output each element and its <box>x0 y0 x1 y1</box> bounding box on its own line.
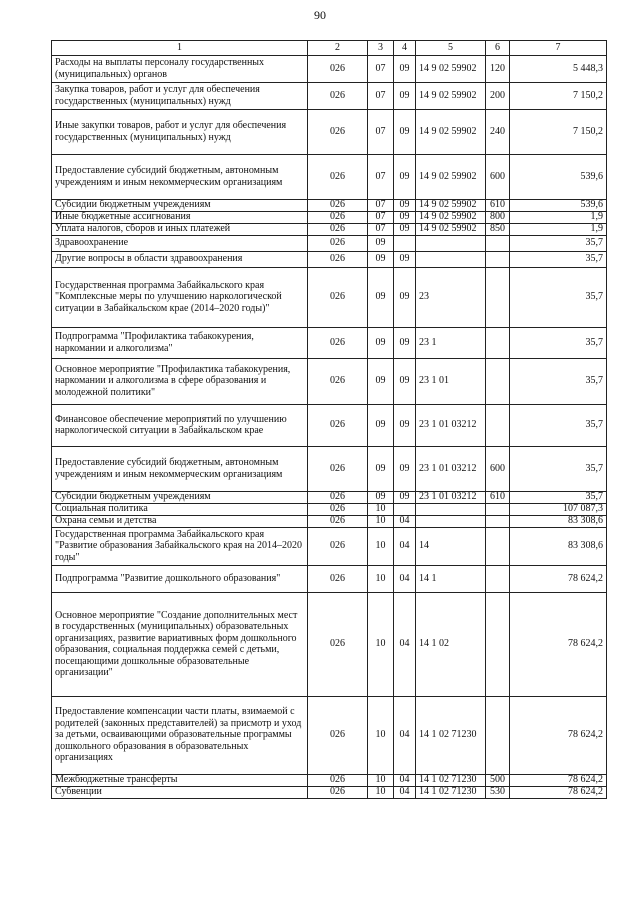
cell-vr: 850 <box>486 223 510 235</box>
cell-csr: 14 9 02 59902 <box>416 211 486 223</box>
cell-vr: 610 <box>486 491 510 503</box>
table-row <box>52 82 607 109</box>
cell-sum: 35,7 <box>510 235 607 251</box>
cell-csr: 23 1 01 03212 <box>416 491 486 503</box>
cell-rz: 07 <box>368 199 394 211</box>
cell-sum: 78 624,2 <box>510 786 607 798</box>
cell-rz: 07 <box>368 109 394 154</box>
cell-pr <box>394 235 416 251</box>
cell-rz: 10 <box>368 774 394 786</box>
cell-gr: 026 <box>308 491 368 503</box>
cell-pr: 09 <box>394 82 416 109</box>
cell-rz: 10 <box>368 565 394 592</box>
cell-vr: 200 <box>486 82 510 109</box>
table-row <box>52 446 607 491</box>
cell-sum: 107 087,3 <box>510 503 607 515</box>
cell-rz: 09 <box>368 251 394 267</box>
table-row <box>52 154 607 199</box>
cell-pr: 09 <box>394 446 416 491</box>
cell-csr: 14 1 02 71230 <box>416 786 486 798</box>
cell-name: Иные бюджетные ассигнования <box>52 211 308 223</box>
cell-rz: 07 <box>368 211 394 223</box>
cell-sum: 7 150,2 <box>510 82 607 109</box>
header-cell-gr: 2 <box>308 41 368 56</box>
cell-name: Субсидии бюджетным учреждениям <box>52 199 308 211</box>
cell-vr <box>486 404 510 446</box>
cell-name: Закупка товаров, работ и услуг для обеспечения государственных (муниципальных) нужд <box>52 82 308 109</box>
cell-rz: 10 <box>368 592 394 696</box>
cell-pr: 04 <box>394 774 416 786</box>
page-number: 90 <box>314 8 326 22</box>
cell-vr <box>486 696 510 774</box>
cell-vr: 240 <box>486 109 510 154</box>
cell-gr: 026 <box>308 82 368 109</box>
cell-csr: 14 <box>416 527 486 565</box>
cell-rz: 09 <box>368 235 394 251</box>
cell-gr: 026 <box>308 154 368 199</box>
cell-name: Основное мероприятие "Профилактика табакокурения, наркомании и алкоголизма в сфере образования и молодежной политики" <box>52 358 308 404</box>
cell-csr: 14 1 02 71230 <box>416 696 486 774</box>
cell-gr: 026 <box>308 199 368 211</box>
cell-pr: 04 <box>394 696 416 774</box>
cell-rz: 09 <box>368 358 394 404</box>
cell-csr: 23 1 01 03212 <box>416 446 486 491</box>
cell-csr: 14 9 02 59902 <box>416 223 486 235</box>
table-row <box>52 404 607 446</box>
cell-sum: 1,9 <box>510 211 607 223</box>
cell-sum: 539,6 <box>510 199 607 211</box>
budget-table <box>51 40 607 799</box>
cell-csr: 14 1 <box>416 565 486 592</box>
cell-gr: 026 <box>308 109 368 154</box>
cell-pr: 04 <box>394 527 416 565</box>
cell-sum: 78 624,2 <box>510 774 607 786</box>
cell-rz: 09 <box>368 267 394 327</box>
cell-csr: 23 1 <box>416 327 486 358</box>
cell-name: Субвенции <box>52 786 308 798</box>
table-row <box>52 211 607 223</box>
cell-vr <box>486 592 510 696</box>
cell-gr: 026 <box>308 515 368 527</box>
cell-name: Охрана семьи и детства <box>52 515 308 527</box>
header-cell-vr: 6 <box>486 41 510 56</box>
cell-csr <box>416 251 486 267</box>
cell-pr: 09 <box>394 404 416 446</box>
cell-vr: 610 <box>486 199 510 211</box>
cell-vr <box>486 251 510 267</box>
cell-gr: 026 <box>308 592 368 696</box>
cell-rz: 07 <box>368 223 394 235</box>
cell-pr: 09 <box>394 211 416 223</box>
cell-name: Государственная программа Забайкальского края "Развитие образования Забайкальского края на 2014–2020 годы" <box>52 527 308 565</box>
cell-name: Предоставление субсидий бюджетным, автономным учреждениям и иным некоммерческим организациям <box>52 446 308 491</box>
header-cell-sum: 7 <box>510 41 607 56</box>
cell-vr: 120 <box>486 55 510 82</box>
cell-vr <box>486 267 510 327</box>
cell-gr: 026 <box>308 55 368 82</box>
cell-csr <box>416 235 486 251</box>
cell-pr: 04 <box>394 515 416 527</box>
cell-gr: 026 <box>308 211 368 223</box>
cell-rz: 07 <box>368 55 394 82</box>
cell-sum: 35,7 <box>510 251 607 267</box>
cell-rz: 10 <box>368 786 394 798</box>
cell-sum: 35,7 <box>510 358 607 404</box>
cell-gr: 026 <box>308 503 368 515</box>
cell-sum: 35,7 <box>510 327 607 358</box>
cell-vr: 600 <box>486 154 510 199</box>
cell-vr: 600 <box>486 446 510 491</box>
cell-vr <box>486 565 510 592</box>
cell-sum: 78 624,2 <box>510 592 607 696</box>
table-row <box>52 358 607 404</box>
table-row <box>52 55 607 82</box>
header-cell-csr: 5 <box>416 41 486 56</box>
cell-name: Подпрограмма "Профилактика табакокурения, наркомании и алкоголизма" <box>52 327 308 358</box>
table-row <box>52 527 607 565</box>
cell-vr <box>486 527 510 565</box>
cell-rz: 09 <box>368 404 394 446</box>
cell-vr <box>486 235 510 251</box>
cell-gr: 026 <box>308 358 368 404</box>
table-row <box>52 491 607 503</box>
cell-name: Здравоохранение <box>52 235 308 251</box>
table-row <box>52 327 607 358</box>
cell-name: Расходы на выплаты персоналу государственных (муниципальных) органов <box>52 55 308 82</box>
cell-pr: 09 <box>394 154 416 199</box>
table-row <box>52 515 607 527</box>
cell-rz: 10 <box>368 696 394 774</box>
cell-pr: 09 <box>394 358 416 404</box>
table-body <box>52 41 607 799</box>
cell-rz: 10 <box>368 527 394 565</box>
cell-sum: 1,9 <box>510 223 607 235</box>
cell-pr: 04 <box>394 786 416 798</box>
cell-gr: 026 <box>308 404 368 446</box>
cell-name: Социальная политика <box>52 503 308 515</box>
header-row <box>52 41 607 56</box>
cell-pr: 09 <box>394 491 416 503</box>
cell-gr: 026 <box>308 786 368 798</box>
cell-sum: 539,6 <box>510 154 607 199</box>
table-row <box>52 774 607 786</box>
cell-csr <box>416 515 486 527</box>
table-row <box>52 267 607 327</box>
table-row <box>52 223 607 235</box>
cell-pr: 09 <box>394 251 416 267</box>
cell-csr: 14 9 02 59902 <box>416 109 486 154</box>
table-row <box>52 109 607 154</box>
cell-rz: 09 <box>368 327 394 358</box>
table-row <box>52 503 607 515</box>
cell-pr: 09 <box>394 267 416 327</box>
cell-pr <box>394 503 416 515</box>
cell-sum: 83 308,6 <box>510 527 607 565</box>
cell-rz: 09 <box>368 491 394 503</box>
cell-gr: 026 <box>308 527 368 565</box>
cell-pr: 09 <box>394 55 416 82</box>
cell-pr: 09 <box>394 109 416 154</box>
cell-vr: 800 <box>486 211 510 223</box>
cell-sum: 35,7 <box>510 267 607 327</box>
cell-rz: 07 <box>368 82 394 109</box>
cell-gr: 026 <box>308 235 368 251</box>
cell-name: Подпрограмма "Развитие дошкольного образования" <box>52 565 308 592</box>
table-row <box>52 235 607 251</box>
cell-name: Предоставление субсидий бюджетным, автономным учреждениям и иным некоммерческим организациям <box>52 154 308 199</box>
cell-vr <box>486 358 510 404</box>
cell-gr: 026 <box>308 327 368 358</box>
cell-rz: 10 <box>368 515 394 527</box>
cell-vr: 500 <box>486 774 510 786</box>
cell-name: Другие вопросы в области здравоохранения <box>52 251 308 267</box>
table-row <box>52 696 607 774</box>
cell-pr: 09 <box>394 223 416 235</box>
cell-csr: 14 1 02 71230 <box>416 774 486 786</box>
cell-pr: 09 <box>394 199 416 211</box>
cell-csr: 23 1 01 03212 <box>416 404 486 446</box>
cell-name: Уплата налогов, сборов и иных платежей <box>52 223 308 235</box>
cell-sum: 78 624,2 <box>510 565 607 592</box>
cell-vr <box>486 327 510 358</box>
table-row <box>52 786 607 798</box>
cell-sum: 35,7 <box>510 404 607 446</box>
cell-name: Государственная программа Забайкальского края "Комплексные меры по улучшению наркологической ситуации в Забайкальском крае (2014–2020 годы)" <box>52 267 308 327</box>
cell-gr: 026 <box>308 251 368 267</box>
header-cell-rz: 3 <box>368 41 394 56</box>
cell-sum: 7 150,2 <box>510 109 607 154</box>
cell-sum: 78 624,2 <box>510 696 607 774</box>
table-row <box>52 592 607 696</box>
cell-csr: 14 9 02 59902 <box>416 55 486 82</box>
cell-name: Межбюджетные трансферты <box>52 774 308 786</box>
cell-gr: 026 <box>308 446 368 491</box>
cell-gr: 026 <box>308 267 368 327</box>
cell-name: Иные закупки товаров, работ и услуг для обеспечения государственных (муниципальных) нужд <box>52 109 308 154</box>
cell-rz: 07 <box>368 154 394 199</box>
cell-csr: 23 <box>416 267 486 327</box>
table-row <box>52 565 607 592</box>
cell-csr: 14 1 02 <box>416 592 486 696</box>
cell-sum: 35,7 <box>510 446 607 491</box>
cell-pr: 04 <box>394 592 416 696</box>
table-row <box>52 251 607 267</box>
cell-gr: 026 <box>308 565 368 592</box>
cell-gr: 026 <box>308 696 368 774</box>
cell-csr: 14 9 02 59902 <box>416 154 486 199</box>
cell-csr: 14 9 02 59902 <box>416 199 486 211</box>
header-cell-name: 1 <box>52 41 308 56</box>
cell-vr: 530 <box>486 786 510 798</box>
cell-vr <box>486 503 510 515</box>
cell-csr: 23 1 01 <box>416 358 486 404</box>
table-row <box>52 199 607 211</box>
cell-rz: 09 <box>368 446 394 491</box>
cell-sum: 5 448,3 <box>510 55 607 82</box>
cell-csr <box>416 503 486 515</box>
cell-csr: 14 9 02 59902 <box>416 82 486 109</box>
cell-rz: 10 <box>368 503 394 515</box>
cell-sum: 83 308,6 <box>510 515 607 527</box>
cell-gr: 026 <box>308 774 368 786</box>
cell-vr <box>486 515 510 527</box>
cell-gr: 026 <box>308 223 368 235</box>
cell-name: Финансовое обеспечение мероприятий по улучшению наркологической ситуации в Забайкальском крае <box>52 404 308 446</box>
cell-sum: 35,7 <box>510 491 607 503</box>
header-cell-pr: 4 <box>394 41 416 56</box>
cell-pr: 04 <box>394 565 416 592</box>
cell-pr: 09 <box>394 327 416 358</box>
cell-name: Субсидии бюджетным учреждениям <box>52 491 308 503</box>
cell-name: Основное мероприятие "Создание дополнительных мест в государственных (муниципальных) образовательных организациях, развитие вариативных форм дошкольного образования, социальная поддержка семей с детьми, посещающими дошкольные образовательные организации" <box>52 592 308 696</box>
cell-name: Предоставление компенсации части платы, взимаемой с родителей (законных представителей) за присмотр и уход за детьми, осваивающими образовательные программы дошкольного образования в образовательных организациях <box>52 696 308 774</box>
